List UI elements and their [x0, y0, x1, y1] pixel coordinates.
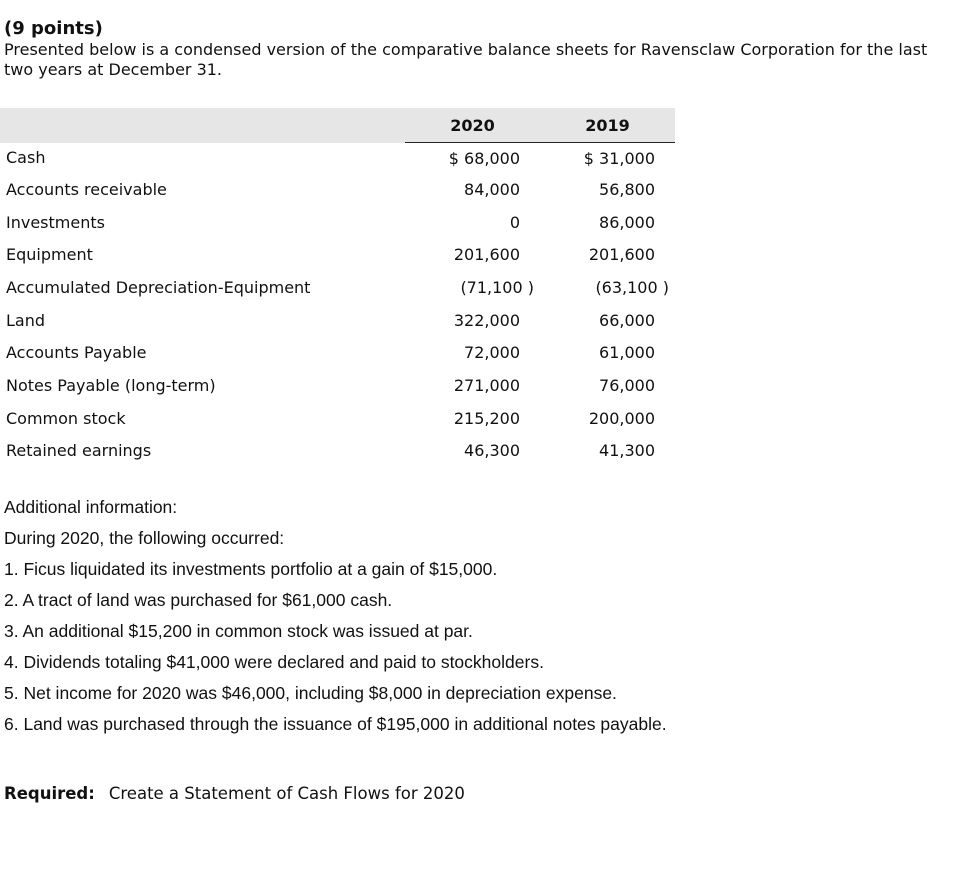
required-text: Create a Statement of Cash Flows for 2020	[108, 784, 465, 803]
table-row	[0, 173, 675, 206]
list-item: 5. Net income for 2020 was $46,000, including $8,000 in depreciation expense.	[4, 683, 617, 703]
row-label: Equipment	[6, 245, 93, 265]
list-item: 3. An additional $15,200 in common stock was issued at par.	[4, 621, 473, 641]
list-item: 2. A tract of land was purchased for $61,000 cash.	[4, 590, 393, 610]
table-row	[0, 143, 675, 174]
row-label: Investments	[6, 212, 105, 232]
additional-information	[4, 492, 667, 740]
column-header-2019: 2019	[540, 108, 675, 143]
required-section	[4, 784, 465, 803]
table-row	[0, 336, 675, 369]
header-blank-cell	[0, 108, 405, 143]
value-2019: 86,000	[599, 212, 655, 232]
value-2020: (71,100 )	[460, 277, 534, 297]
list-item: 1. Ficus liquidated its investments portfolio at a gain of $15,000.	[4, 559, 498, 579]
value-2020: 215,200	[453, 408, 520, 428]
value-2019: 66,000	[599, 310, 655, 330]
value-2020: 0	[509, 212, 520, 232]
value-2019: 61,000	[599, 343, 655, 363]
table-row	[0, 271, 675, 304]
value-2019: $ 31,000	[583, 148, 655, 168]
row-label: Cash	[6, 148, 46, 168]
value-2019: 200,000	[588, 408, 655, 428]
value-2019: (63,100 )	[595, 277, 669, 297]
table-row	[0, 304, 675, 337]
value-2020: 72,000	[464, 343, 520, 363]
balance-sheet-table	[0, 108, 675, 467]
row-label: Common stock	[6, 408, 126, 428]
value-2019: 76,000	[599, 375, 655, 395]
value-2020: 271,000	[453, 375, 520, 395]
row-label: Land	[6, 310, 46, 330]
required-label: Required:	[4, 784, 95, 803]
value-2020: 322,000	[453, 310, 520, 330]
row-label: Accounts receivable	[6, 179, 167, 199]
value-2020: 46,300	[464, 441, 520, 461]
row-label: Accumulated Depreciation-Equipment	[6, 277, 311, 297]
row-label: Notes Payable (long-term)	[6, 375, 216, 395]
list-item: 6. Land was purchased through the issuance of $195,000 in additional notes payable.	[4, 714, 667, 734]
intro-paragraph: Presented below is a condensed version of the comparative balance sheets for Ravensclaw Corporation for the last two years at December 31.	[4, 40, 928, 79]
table-row	[0, 402, 675, 435]
value-2020: $ 68,000	[448, 148, 520, 168]
row-label: Retained earnings	[6, 441, 152, 461]
points-heading: (9 points)	[4, 18, 103, 39]
table-header-row	[0, 108, 675, 143]
value-2019: 56,800	[599, 179, 655, 199]
additional-heading: Additional information:	[4, 497, 178, 517]
table-row	[0, 435, 675, 468]
row-label: Accounts Payable	[6, 343, 147, 363]
value-2020: 201,600	[453, 245, 520, 265]
table-row	[0, 238, 675, 271]
value-2020: 84,000	[464, 179, 520, 199]
column-header-2020: 2020	[405, 108, 540, 143]
table-row	[0, 206, 675, 239]
list-item: 4. Dividends totaling $41,000 were declared and paid to stockholders.	[4, 652, 544, 672]
value-2019: 201,600	[588, 245, 655, 265]
additional-subheading: During 2020, the following occurred:	[4, 528, 285, 548]
table-row	[0, 369, 675, 402]
value-2019: 41,300	[599, 441, 655, 461]
